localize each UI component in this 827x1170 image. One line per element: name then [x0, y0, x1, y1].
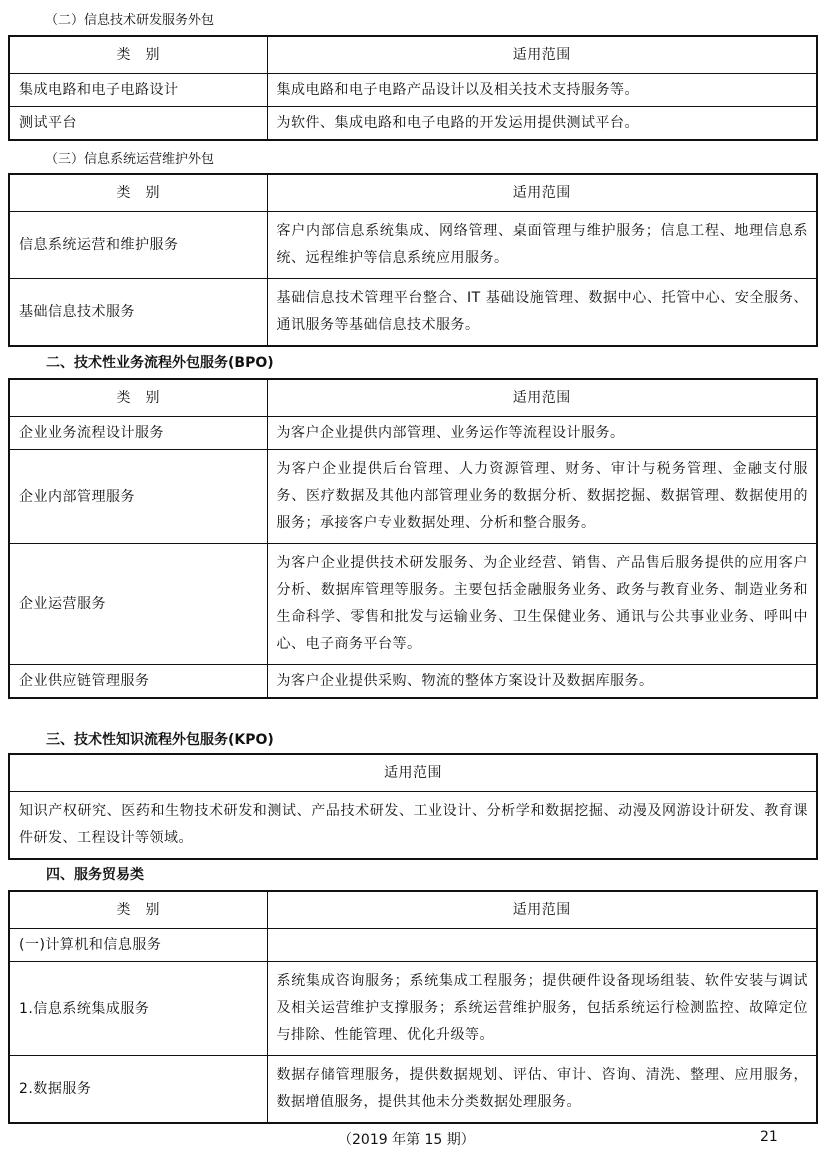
scope-cell: 集成电路和电子电路产品设计以及相关技术支持服务等。 — [267, 74, 817, 107]
scope-cell: 为软件、集成电路和电子电路的开发运用提供测试平台。 — [267, 107, 817, 141]
section-heading-it-ops-outsourcing: （三）信息系统运营维护外包 — [45, 152, 215, 167]
table-row — [9, 665, 817, 699]
table-header-row — [9, 379, 817, 417]
category-cell: 企业内部管理服务 — [9, 450, 267, 544]
section-heading-it-rd-outsourcing: （二）信息技术研发服务外包 — [45, 13, 215, 28]
scope-cell: 为客户企业提供内部管理、业务运作等流程设计服务。 — [267, 417, 817, 450]
column-header-category: 类 别 — [9, 174, 267, 212]
table-header-row — [9, 891, 817, 929]
section-heading-service-trade: 四、服务贸易类 — [46, 867, 144, 883]
scope-cell: 数据存储管理服务，提供数据规划、评估、审计、咨询、清洗、整理、应用服务，数据增值服务，提供其他未分类数据处理服务。 — [267, 1056, 817, 1124]
scope-cell: 系统集成咨询服务；系统集成工程服务；提供硬件设备现场组装、软件安装与调试及相关运营维护支撑服务；系统运营维护服务，包括系统运行检测监控、故障定位与排除、性能管理、优化升级等。 — [267, 962, 817, 1056]
section-heading-kpo: 三、技术性知识流程外包服务(KPO) — [46, 732, 274, 748]
column-header-category: 类 别 — [9, 36, 267, 74]
table-it-ops-outsourcing — [8, 173, 818, 347]
scope-cell: 知识产权研究、医药和生物技术研发和测试、产品技术研发、工业设计、分析学和数据挖掘、动漫及网游设计研发、教育课件研发、工程设计等领域。 — [9, 792, 817, 860]
table-row — [9, 929, 817, 962]
table-header-row — [9, 174, 817, 212]
table-row — [9, 212, 817, 279]
scope-cell: 客户内部信息系统集成、网络管理、桌面管理与维护服务；信息工程、地理信息系统、远程维护等信息系统应用服务。 — [267, 212, 817, 279]
table-it-rd-outsourcing — [8, 35, 818, 141]
column-header-scope: 适用范围 — [267, 174, 817, 212]
category-cell: 企业运营服务 — [9, 544, 267, 665]
table-service-trade — [8, 890, 818, 1124]
table-row — [9, 450, 817, 544]
category-cell: 1.信息系统集成服务 — [9, 962, 267, 1056]
table-row — [9, 544, 817, 665]
column-header-category: 类 别 — [9, 891, 267, 929]
category-cell: 企业业务流程设计服务 — [9, 417, 267, 450]
category-cell: 基础信息技术服务 — [9, 279, 267, 347]
scope-cell — [267, 929, 817, 962]
table-row — [9, 962, 817, 1056]
table-row — [9, 107, 817, 141]
scope-cell: 为客户企业提供后台管理、人力资源管理、财务、审计与税务管理、金融支付服务、医疗数据及其他内部管理业务的数据分析、数据挖掘、数据管理、数据使用的服务；承接客户专业数据处理、分析和整合服务。 — [267, 450, 817, 544]
table-bpo — [8, 378, 818, 699]
column-header-scope: 适用范围 — [267, 891, 817, 929]
section-heading-bpo: 二、技术性业务流程外包服务(BPO) — [46, 355, 274, 371]
issue-label: （2019 年第 15 期） — [338, 1132, 475, 1148]
scope-cell: 为客户企业提供采购、物流的整体方案设计及数据库服务。 — [267, 665, 817, 699]
scope-cell: 为客户企业提供技术研发服务、为企业经营、销售、产品售后服务提供的应用客户分析、数据库管理等服务。主要包括金融服务业务、政务与教育业务、制造业务和生命科学、零售和批发与运输业务、卫生保健业务、通讯与公共事业业务、呼叫中心、电子商务平台等。 — [267, 544, 817, 665]
table-row — [9, 74, 817, 107]
category-cell: 企业供应链管理服务 — [9, 665, 267, 699]
column-header-scope: 适用范围 — [267, 36, 817, 74]
category-cell: (一)计算机和信息服务 — [9, 929, 267, 962]
column-header-category: 类 别 — [9, 379, 267, 417]
table-row — [9, 792, 817, 860]
scope-cell: 基础信息技术管理平台整合、IT 基础设施管理、数据中心、托管中心、安全服务、通讯服务等基础信息技术服务。 — [267, 279, 817, 347]
table-kpo — [8, 753, 818, 860]
category-cell: 测试平台 — [9, 107, 267, 141]
table-row — [9, 279, 817, 347]
table-header-row — [9, 36, 817, 74]
category-cell: 2.数据服务 — [9, 1056, 267, 1124]
table-row — [9, 417, 817, 450]
column-header-scope: 适用范围 — [267, 379, 817, 417]
category-cell: 集成电路和电子电路设计 — [9, 74, 267, 107]
category-cell: 信息系统运营和维护服务 — [9, 212, 267, 279]
table-header-row — [9, 754, 817, 792]
page-number: 21 — [760, 1129, 778, 1145]
table-row — [9, 1056, 817, 1124]
column-header-scope: 适用范围 — [9, 754, 817, 792]
